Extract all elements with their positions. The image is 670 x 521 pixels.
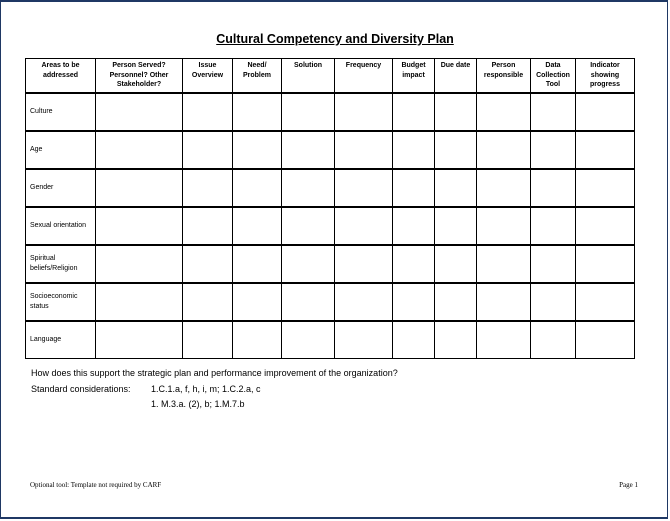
- table-cell[interactable]: [477, 207, 531, 245]
- table-cell[interactable]: [183, 245, 233, 283]
- table-cell[interactable]: [435, 245, 477, 283]
- table-cell[interactable]: [183, 131, 233, 169]
- table-cell[interactable]: [576, 169, 635, 207]
- area-label: [26, 283, 96, 321]
- area-label: [26, 131, 96, 169]
- table-cell[interactable]: [282, 169, 335, 207]
- table-cell[interactable]: [96, 207, 183, 245]
- column-header: Issue Overview: [183, 59, 233, 94]
- table-cell[interactable]: [335, 283, 393, 321]
- table-cell[interactable]: [335, 245, 393, 283]
- table-cell[interactable]: [435, 93, 477, 131]
- footer-note: Optional tool: Template not required by CARF: [30, 481, 162, 489]
- table-cell[interactable]: [96, 245, 183, 283]
- table-row: [26, 283, 635, 321]
- area-label-text: Age: [30, 146, 43, 153]
- area-label-text: Culture: [30, 108, 53, 115]
- area-label-text: Language: [30, 336, 62, 343]
- table-cell[interactable]: [233, 207, 282, 245]
- table-cell[interactable]: [531, 321, 576, 359]
- table-cell[interactable]: [233, 283, 282, 321]
- strategic-question: How does this support the strategic plan and performance improvement of the organization?: [31, 368, 398, 378]
- table-cell[interactable]: [233, 321, 282, 359]
- table-cell[interactable]: [531, 131, 576, 169]
- area-label: [26, 169, 96, 207]
- table-cell[interactable]: [233, 169, 282, 207]
- column-header: Due date: [435, 59, 477, 94]
- table-cell[interactable]: [477, 283, 531, 321]
- column-header: Data Collection Tool: [531, 59, 576, 94]
- table-cell[interactable]: [576, 245, 635, 283]
- table-cell[interactable]: [183, 207, 233, 245]
- table-cell[interactable]: [335, 169, 393, 207]
- table-cell[interactable]: [531, 245, 576, 283]
- table-cell[interactable]: [576, 321, 635, 359]
- table-cell[interactable]: [183, 169, 233, 207]
- table-cell[interactable]: [233, 131, 282, 169]
- table-cell[interactable]: [335, 321, 393, 359]
- table-cell[interactable]: [477, 131, 531, 169]
- column-header: Indicator showing progress: [576, 59, 635, 94]
- area-label-text: Spiritual beliefs/Religion: [30, 255, 78, 272]
- column-header: Person responsible: [477, 59, 531, 94]
- area-label: [26, 245, 96, 283]
- area-label: [26, 207, 96, 245]
- table-cell[interactable]: [393, 245, 435, 283]
- column-header: Need/ Problem: [233, 59, 282, 94]
- area-label-text: Sexual orientation: [30, 222, 87, 229]
- table-cell[interactable]: [576, 283, 635, 321]
- table-cell[interactable]: [477, 169, 531, 207]
- table-cell[interactable]: [477, 321, 531, 359]
- table-cell[interactable]: [96, 169, 183, 207]
- table-cell[interactable]: [183, 321, 233, 359]
- table-cell[interactable]: [576, 207, 635, 245]
- area-label: [26, 321, 96, 359]
- table-cell[interactable]: [282, 207, 335, 245]
- table-cell[interactable]: [531, 93, 576, 131]
- area-label-text: Gender: [30, 184, 54, 191]
- table-cell[interactable]: [477, 93, 531, 131]
- table-cell[interactable]: [576, 93, 635, 131]
- table-cell[interactable]: [282, 93, 335, 131]
- table-cell[interactable]: [393, 321, 435, 359]
- table-cell[interactable]: [393, 169, 435, 207]
- table-cell[interactable]: [96, 93, 183, 131]
- table-cell[interactable]: [531, 207, 576, 245]
- table-cell[interactable]: [531, 169, 576, 207]
- table-cell[interactable]: [335, 93, 393, 131]
- plan-table: [25, 58, 635, 359]
- table-cell[interactable]: [393, 283, 435, 321]
- table-cell[interactable]: [96, 131, 183, 169]
- table-cell[interactable]: [233, 93, 282, 131]
- table-cell[interactable]: [183, 283, 233, 321]
- table-cell[interactable]: [435, 207, 477, 245]
- table-cell[interactable]: [282, 131, 335, 169]
- table-cell[interactable]: [96, 321, 183, 359]
- table-cell[interactable]: [96, 283, 183, 321]
- table-row: [26, 169, 635, 207]
- table-cell[interactable]: [393, 131, 435, 169]
- table-cell[interactable]: [335, 131, 393, 169]
- table-cell[interactable]: [183, 93, 233, 131]
- table-cell[interactable]: [435, 131, 477, 169]
- column-header: Areas to be addressed: [26, 59, 96, 94]
- table-cell[interactable]: [435, 283, 477, 321]
- table-row: [26, 131, 635, 169]
- area-label: [26, 93, 96, 131]
- table-cell[interactable]: [435, 321, 477, 359]
- table-cell[interactable]: [282, 245, 335, 283]
- column-header: Frequency: [335, 59, 393, 94]
- table-row: [26, 321, 635, 359]
- table-cell[interactable]: [531, 283, 576, 321]
- table-cell[interactable]: [393, 93, 435, 131]
- table-cell[interactable]: [576, 131, 635, 169]
- standard-considerations: [31, 382, 261, 412]
- column-header: Person Served? Personnel? Other Stakeholder?: [96, 59, 183, 94]
- document-title: Cultural Competency and Diversity Plan: [216, 32, 454, 46]
- table-cell[interactable]: [282, 321, 335, 359]
- table-cell[interactable]: [233, 245, 282, 283]
- table-cell[interactable]: [335, 207, 393, 245]
- table-row: [26, 245, 635, 283]
- table-cell[interactable]: [435, 169, 477, 207]
- area-label-text: Socioeconomic status: [30, 293, 78, 310]
- standards-line-2: 1. M.3.a. (2), b; 1.M.7.b: [151, 399, 245, 409]
- table-cell[interactable]: [282, 283, 335, 321]
- table-cell[interactable]: [477, 245, 531, 283]
- standards-line-1: 1.C.1.a, f, h, i, m; 1.C.2.a, c: [151, 384, 261, 394]
- column-header: Solution: [282, 59, 335, 94]
- page-number: Page 1: [619, 481, 638, 489]
- standards-label: Standard considerations:: [31, 384, 131, 394]
- table-header-row: [26, 59, 635, 94]
- table-cell[interactable]: [393, 207, 435, 245]
- column-header: Budget impact: [393, 59, 435, 94]
- table-row: [26, 93, 635, 131]
- table-row: [26, 207, 635, 245]
